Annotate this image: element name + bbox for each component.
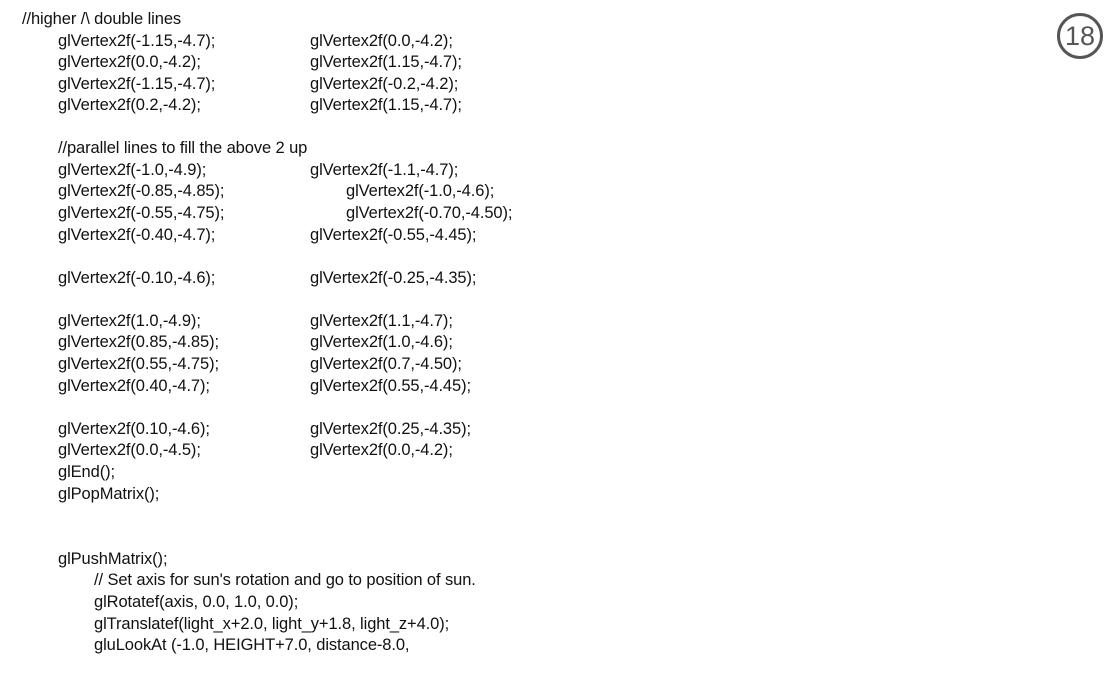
code-line: glVertex2f(-1.15,-4.7); [58, 75, 216, 93]
code-line: glVertex2f(1.0,-4.6); [310, 333, 453, 351]
code-line: glPushMatrix(); [58, 550, 168, 568]
code-line: glVertex2f(0.0,-4.2); [310, 441, 453, 459]
code-line: glVertex2f(-1.0,-4.9); [58, 161, 207, 179]
code-line: glTranslatef(light_x+2.0, light_y+1.8, light_z+4.0); [94, 615, 450, 633]
code-line: glVertex2f(-0.55,-4.45); [310, 226, 477, 244]
code-line: glVertex2f(1.1,-4.7); [310, 312, 453, 330]
code-line: glVertex2f(-1.15,-4.7); [58, 32, 216, 50]
code-line: glVertex2f(0.0,-4.5); [58, 441, 201, 459]
code-line: glVertex2f(-0.10,-4.6); [58, 269, 216, 287]
code-line: glVertex2f(0.55,-4.45); [310, 377, 471, 395]
code-line: glVertex2f(0.0,-4.2); [310, 32, 453, 50]
code-line: glVertex2f(-0.55,-4.75); [58, 204, 225, 222]
code-line: glPopMatrix(); [58, 485, 160, 503]
code-line: gluLookAt (-1.0, HEIGHT+7.0, distance-8.0, [94, 636, 410, 654]
code-line: //higher /\ double lines [22, 10, 182, 28]
code-line: glVertex2f(0.10,-4.6); [58, 420, 210, 438]
code-line: glVertex2f(1.0,-4.9); [58, 312, 201, 330]
code-line: glVertex2f(-0.70,-4.50); [346, 204, 513, 222]
code-line: glVertex2f(-1.0,-4.6); [346, 182, 495, 200]
code-line: glVertex2f(-0.2,-4.2); [310, 75, 459, 93]
code-line: glVertex2f(0.25,-4.35); [310, 420, 471, 438]
code-line: glVertex2f(0.2,-4.2); [58, 96, 201, 114]
code-line: glVertex2f(1.15,-4.7); [310, 53, 462, 71]
code-line: glRotatef(axis, 0.0, 1.0, 0.0); [94, 593, 299, 611]
code-line: glVertex2f(0.40,-4.7); [58, 377, 210, 395]
code-line: glVertex2f(1.15,-4.7); [310, 96, 462, 114]
code-line: glVertex2f(0.85,-4.85); [58, 333, 219, 351]
page-number-badge: 18 [1057, 13, 1103, 59]
code-line: glVertex2f(-1.1,-4.7); [310, 161, 459, 179]
code-line: //parallel lines to fill the above 2 up [58, 139, 308, 157]
code-line: glVertex2f(0.7,-4.50); [310, 355, 462, 373]
code-line: // Set axis for sun's rotation and go to position of sun. [94, 571, 476, 589]
code-line: glVertex2f(0.0,-4.2); [58, 53, 201, 71]
code-line: glVertex2f(-0.40,-4.7); [58, 226, 216, 244]
code-line: glVertex2f(-0.25,-4.35); [310, 269, 477, 287]
code-line: glVertex2f(-0.85,-4.85); [58, 182, 225, 200]
code-line: glVertex2f(0.55,-4.75); [58, 355, 219, 373]
code-line: glEnd(); [58, 463, 115, 481]
